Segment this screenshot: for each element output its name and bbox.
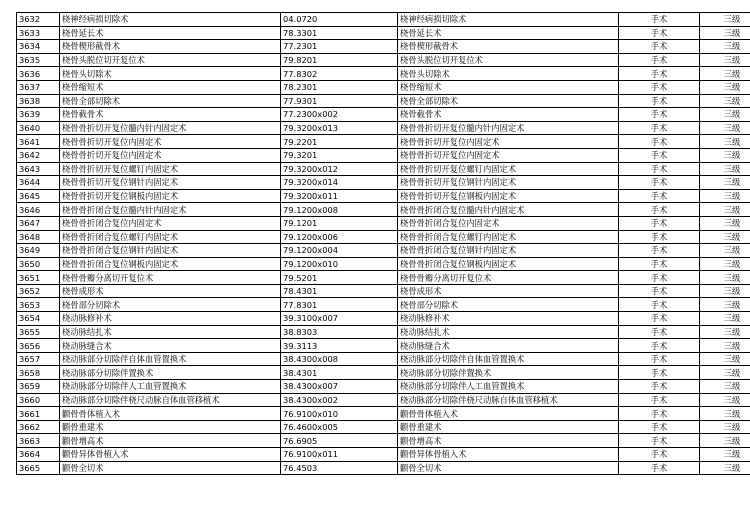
surgery-level: 三级 [700,135,750,149]
surgery-code: 79.1200x008 [281,203,398,217]
surgery-name-alt: 桡骨骨折切开复位内固定术 [398,135,619,149]
row-index: 3658 [17,366,60,380]
surgery-category: 手术 [619,203,700,217]
surgery-code: 76.9100x010 [281,407,398,421]
surgery-name-alt: 桡动脉部分切除伴桡尺动脉自体血管移植术 [398,393,619,407]
surgery-code: 79.5201 [281,271,398,285]
surgery-name: 桡骨延长术 [60,26,281,40]
row-index: 3657 [17,352,60,366]
surgery-category: 手术 [619,420,700,434]
table-row [17,162,750,176]
row-index: 3649 [17,244,60,258]
surgery-name-alt: 颧骨骨体植入术 [398,407,619,421]
surgery-name-alt: 颧骨重建术 [398,420,619,434]
surgery-name: 桡骨骨折闭合复位钢针内固定术 [60,244,281,258]
surgery-level: 三级 [700,13,750,27]
surgery-level: 三级 [700,176,750,190]
surgery-level: 三级 [700,312,750,326]
surgery-level: 三级 [700,420,750,434]
surgery-level: 三级 [700,40,750,54]
surgery-name: 桡骨骨折切开复位髓内针内固定术 [60,121,281,135]
surgery-name: 桡骨骨折切开复位内固定术 [60,135,281,149]
table-row [17,434,750,448]
surgery-code: 76.6905 [281,434,398,448]
surgery-level: 三级 [700,366,750,380]
row-index: 3644 [17,176,60,190]
surgery-code: 79.1200x010 [281,257,398,271]
row-index: 3645 [17,189,60,203]
surgery-name: 桡骨部分切除术 [60,298,281,312]
surgery-category: 手术 [619,216,700,230]
surgery-name: 颧骨重建术 [60,420,281,434]
surgery-category: 手术 [619,53,700,67]
surgery-level: 三级 [700,352,750,366]
surgery-name-alt: 桡骨骨折切开复位螺钉内固定术 [398,162,619,176]
row-index: 3661 [17,407,60,421]
table-row [17,393,750,407]
surgery-category: 手术 [619,352,700,366]
surgery-category: 手术 [619,67,700,81]
table-row [17,407,750,421]
surgery-category: 手术 [619,325,700,339]
surgery-name: 桡骨截骨术 [60,108,281,122]
surgery-category: 手术 [619,121,700,135]
surgery-category: 手术 [619,108,700,122]
surgery-category: 手术 [619,13,700,27]
surgery-name-alt: 桡动脉缝合术 [398,339,619,353]
surgery-name-alt: 颧骨异体骨植入术 [398,448,619,462]
table-row [17,108,750,122]
surgery-category: 手术 [619,148,700,162]
surgery-code: 79.3200x012 [281,162,398,176]
surgery-name-alt: 桡骨截骨术 [398,108,619,122]
surgery-name-alt: 桡动脉结扎术 [398,325,619,339]
surgery-name-alt: 桡骨骨折闭合复位钢针内固定术 [398,244,619,258]
surgery-category: 手术 [619,189,700,203]
surgery-name: 桡骨骨瓣分离切开复位术 [60,271,281,285]
surgery-code: 77.2301 [281,40,398,54]
surgery-category: 手术 [619,366,700,380]
surgery-level: 三级 [700,26,750,40]
surgery-name: 桡动脉部分切除伴自体血管置换术 [60,352,281,366]
row-index: 3654 [17,312,60,326]
table-row [17,380,750,394]
surgery-name-alt: 桡骨楔形截骨术 [398,40,619,54]
surgery-name: 颧骨增高术 [60,434,281,448]
surgery-code: 79.3200x014 [281,176,398,190]
surgery-name: 桡骨头切除术 [60,67,281,81]
surgery-code-table [16,12,750,475]
row-index: 3652 [17,284,60,298]
surgery-level: 三级 [700,448,750,462]
surgery-name: 桡骨全部切除术 [60,94,281,108]
surgery-category: 手术 [619,271,700,285]
surgery-name-alt: 桡动脉部分切除伴置换术 [398,366,619,380]
surgery-name-alt: 桡骨全部切除术 [398,94,619,108]
surgery-name: 桡骨骨折切开复位内固定术 [60,148,281,162]
surgery-level: 三级 [700,271,750,285]
surgery-name-alt: 桡骨骨折切开复位内固定术 [398,148,619,162]
row-index: 3632 [17,13,60,27]
surgery-code: 39.3113 [281,339,398,353]
row-index: 3633 [17,26,60,40]
surgery-code: 78.3301 [281,26,398,40]
table-row [17,203,750,217]
table-row [17,26,750,40]
surgery-code: 76.4503 [281,461,398,475]
surgery-name: 桡动脉部分切除伴人工血管置换术 [60,380,281,394]
row-index: 3635 [17,53,60,67]
table-row [17,13,750,27]
row-index: 3656 [17,339,60,353]
surgery-name: 桡动脉修补术 [60,312,281,326]
surgery-name: 桡骨骨折闭合复位内固定术 [60,216,281,230]
table-row [17,121,750,135]
row-index: 3634 [17,40,60,54]
surgery-code: 79.1200x006 [281,230,398,244]
surgery-name: 颧骨骨体植入术 [60,407,281,421]
surgery-code: 79.8201 [281,53,398,67]
table-row [17,53,750,67]
surgery-name-alt: 桡动脉部分切除伴自体血管置换术 [398,352,619,366]
surgery-category: 手术 [619,94,700,108]
row-index: 3646 [17,203,60,217]
surgery-name-alt: 桡骨头脱位切开复位术 [398,53,619,67]
surgery-code: 79.1200x004 [281,244,398,258]
surgery-level: 三级 [700,257,750,271]
surgery-category: 手术 [619,393,700,407]
row-index: 3641 [17,135,60,149]
surgery-name: 桡骨头脱位切开复位术 [60,53,281,67]
surgery-level: 三级 [700,94,750,108]
row-index: 3648 [17,230,60,244]
surgery-level: 三级 [700,203,750,217]
surgery-level: 三级 [700,325,750,339]
surgery-category: 手术 [619,380,700,394]
table-row [17,352,750,366]
surgery-category: 手术 [619,230,700,244]
surgery-level: 三级 [700,80,750,94]
row-index: 3663 [17,434,60,448]
surgery-category: 手术 [619,312,700,326]
table-row [17,312,750,326]
surgery-name-alt: 桡骨缩短术 [398,80,619,94]
table-row [17,216,750,230]
surgery-name-alt: 桡骨骨折闭合复位内固定术 [398,216,619,230]
table-row [17,230,750,244]
row-index: 3651 [17,271,60,285]
surgery-name: 桡骨骨折切开复位螺钉内固定术 [60,162,281,176]
surgery-code: 78.4301 [281,284,398,298]
surgery-code: 77.8302 [281,67,398,81]
surgery-category: 手术 [619,257,700,271]
surgery-category: 手术 [619,339,700,353]
surgery-code: 79.2201 [281,135,398,149]
surgery-name-alt: 桡骨骨折闭合复位髓内针内固定术 [398,203,619,217]
surgery-code: 39.3100x007 [281,312,398,326]
row-index: 3659 [17,380,60,394]
table-row [17,461,750,475]
surgery-name-alt: 桡骨延长术 [398,26,619,40]
surgery-code: 79.1201 [281,216,398,230]
row-index: 3640 [17,121,60,135]
surgery-code: 76.9100x011 [281,448,398,462]
surgery-level: 三级 [700,380,750,394]
surgery-code: 38.4300x008 [281,352,398,366]
surgery-category: 手术 [619,26,700,40]
table-row [17,67,750,81]
surgery-code: 77.8301 [281,298,398,312]
surgery-name-alt: 桡骨骨折切开复位髓内针内固定术 [398,121,619,135]
table-row [17,298,750,312]
row-index: 3642 [17,148,60,162]
surgery-category: 手术 [619,162,700,176]
surgery-category: 手术 [619,298,700,312]
table-row [17,244,750,258]
surgery-name: 桡骨骨折闭合复位螺钉内固定术 [60,230,281,244]
surgery-name: 桡骨骨折切开复位钢针内固定术 [60,176,281,190]
surgery-name-alt: 颧骨全切术 [398,461,619,475]
surgery-code: 77.9301 [281,94,398,108]
surgery-code: 38.4301 [281,366,398,380]
surgery-code: 79.3200x013 [281,121,398,135]
surgery-level: 三级 [700,216,750,230]
surgery-name: 桡神经病损切除术 [60,13,281,27]
surgery-name: 桡骨骨折切开复位钢板内固定术 [60,189,281,203]
table-row [17,325,750,339]
surgery-category: 手术 [619,448,700,462]
surgery-level: 三级 [700,53,750,67]
surgery-level: 三级 [700,339,750,353]
row-index: 3647 [17,216,60,230]
surgery-level: 三级 [700,148,750,162]
surgery-code: 38.4300x002 [281,393,398,407]
surgery-name: 桡骨骨折闭合复位髓内针内固定术 [60,203,281,217]
surgery-category: 手术 [619,244,700,258]
table-body [17,13,750,475]
surgery-name: 桡动脉结扎术 [60,325,281,339]
surgery-name-alt: 桡骨部分切除术 [398,298,619,312]
table-row [17,148,750,162]
surgery-name-alt: 桡骨骨折闭合复位螺钉内固定术 [398,230,619,244]
surgery-level: 三级 [700,298,750,312]
surgery-name: 桡动脉部分切除伴桡尺动脉自体血管移植术 [60,393,281,407]
surgery-name-alt: 桡动脉部分切除伴人工血管置换术 [398,380,619,394]
surgery-code: 04.0720 [281,13,398,27]
row-index: 3660 [17,393,60,407]
surgery-level: 三级 [700,108,750,122]
surgery-level: 三级 [700,461,750,475]
surgery-code: 76.4600x005 [281,420,398,434]
surgery-name-alt: 桡动脉修补术 [398,312,619,326]
table-row [17,189,750,203]
row-index: 3664 [17,448,60,462]
surgery-name-alt: 桡骨成形术 [398,284,619,298]
surgery-category: 手术 [619,135,700,149]
surgery-name-alt: 桡骨骨折切开复位钢针内固定术 [398,176,619,190]
surgery-level: 三级 [700,121,750,135]
surgery-name: 桡骨骨折闭合复位钢板内固定术 [60,257,281,271]
surgery-code: 38.4300x007 [281,380,398,394]
table-row [17,40,750,54]
surgery-name-alt: 桡骨头切除术 [398,67,619,81]
row-index: 3653 [17,298,60,312]
surgery-name: 颧骨异体骨植入术 [60,448,281,462]
surgery-level: 三级 [700,67,750,81]
surgery-name-alt: 桡神经病损切除术 [398,13,619,27]
row-index: 3665 [17,461,60,475]
row-index: 3655 [17,325,60,339]
surgery-name: 颧骨全切术 [60,461,281,475]
surgery-name-alt: 桡骨骨折切开复位钢板内固定术 [398,189,619,203]
table-row [17,135,750,149]
surgery-level: 三级 [700,393,750,407]
surgery-level: 三级 [700,434,750,448]
table-row [17,271,750,285]
surgery-category: 手术 [619,80,700,94]
table-row [17,257,750,271]
row-index: 3650 [17,257,60,271]
surgery-code: 77.2300x002 [281,108,398,122]
surgery-category: 手术 [619,284,700,298]
surgery-name: 桡骨缩短术 [60,80,281,94]
surgery-category: 手术 [619,461,700,475]
row-index: 3639 [17,108,60,122]
table-row [17,448,750,462]
row-index: 3638 [17,94,60,108]
surgery-name-alt: 颧骨增高术 [398,434,619,448]
surgery-level: 三级 [700,407,750,421]
surgery-name-alt: 桡骨骨瓣分离切开复位术 [398,271,619,285]
table-row [17,420,750,434]
table-row [17,366,750,380]
surgery-category: 手术 [619,40,700,54]
row-index: 3643 [17,162,60,176]
row-index: 3662 [17,420,60,434]
row-index: 3636 [17,67,60,81]
surgery-name: 桡动脉缝合术 [60,339,281,353]
table-row [17,94,750,108]
surgery-code: 38.8303 [281,325,398,339]
surgery-name: 桡动脉部分切除伴置换术 [60,366,281,380]
surgery-code: 79.3200x011 [281,189,398,203]
table-row [17,284,750,298]
surgery-level: 三级 [700,230,750,244]
table-row [17,80,750,94]
table-row [17,339,750,353]
surgery-level: 三级 [700,284,750,298]
table-row [17,176,750,190]
surgery-level: 三级 [700,189,750,203]
surgery-category: 手术 [619,407,700,421]
surgery-code: 79.3201 [281,148,398,162]
surgery-level: 三级 [700,244,750,258]
surgery-code: 78.2301 [281,80,398,94]
surgery-name: 桡骨成形术 [60,284,281,298]
surgery-name: 桡骨楔形截骨术 [60,40,281,54]
row-index: 3637 [17,80,60,94]
surgery-name-alt: 桡骨骨折闭合复位钢板内固定术 [398,257,619,271]
surgery-category: 手术 [619,434,700,448]
surgery-category: 手术 [619,176,700,190]
surgery-level: 三级 [700,162,750,176]
